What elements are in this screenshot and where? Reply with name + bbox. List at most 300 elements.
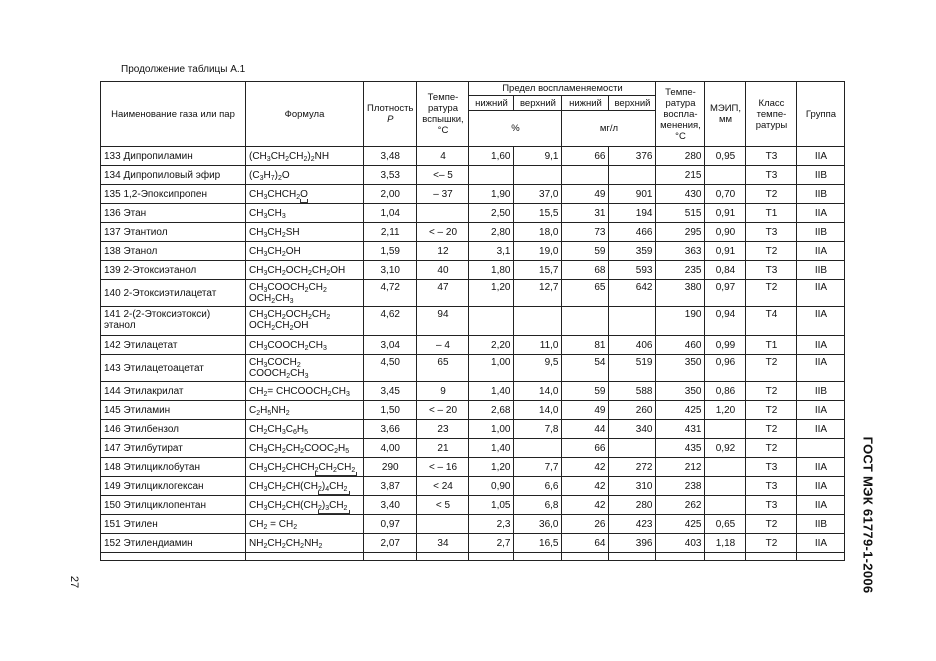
upper-pct-cell: 9,1 xyxy=(514,147,562,166)
formula-cell xyxy=(246,515,364,534)
density-cell: 3,48 xyxy=(364,147,417,166)
formula-text: CH xyxy=(331,385,347,397)
temp-class-cell: T4 xyxy=(746,307,797,336)
empty-cell xyxy=(514,553,562,561)
ignition-temp-cell: 460 xyxy=(656,336,705,355)
gas-name: 147 Этилбутират xyxy=(104,442,183,454)
table-row xyxy=(101,166,845,185)
upper-pct-cell: 19,0 xyxy=(514,242,562,261)
mesg-cell: 0,96 xyxy=(705,355,746,382)
gas-name-cell xyxy=(101,515,246,534)
formula-text: CHCH xyxy=(267,188,297,200)
formula-cell xyxy=(246,458,364,477)
lower-mgl-cell: 49 xyxy=(562,185,609,204)
formula-text: OCH xyxy=(285,309,308,320)
temp-class-cell: T3 xyxy=(746,147,797,166)
gas-name: 140 2-Этоксиэтилацетат xyxy=(104,287,217,299)
gas-name: 137 Этантиол xyxy=(104,226,168,238)
formula-subscript: 3 xyxy=(263,466,268,474)
formula-line xyxy=(249,246,360,257)
formula-cell xyxy=(246,420,364,439)
formula-text: CH xyxy=(267,442,282,454)
formula-subscript: 2 xyxy=(300,542,305,550)
formula-text: CH xyxy=(318,461,333,473)
gas-name-cell xyxy=(101,280,246,307)
table-row xyxy=(101,401,845,420)
upper-mgl-cell: 396 xyxy=(609,534,656,553)
ignition-temp-cell: 435 xyxy=(656,439,705,458)
formula-text: CHCH xyxy=(285,461,315,473)
temp-class-cell: T2 xyxy=(746,242,797,261)
density-cell: 3,53 xyxy=(364,166,417,185)
formula-text: ) xyxy=(321,499,326,511)
flash-point-cell: – 4 xyxy=(417,336,469,355)
formula-text: OH xyxy=(285,245,301,257)
lower-pct-cell: 2,7 xyxy=(469,534,514,553)
formula-subscript: 2 xyxy=(307,314,312,321)
table-row xyxy=(101,496,845,515)
gas-name-cell xyxy=(101,382,246,401)
empty-cell xyxy=(562,553,609,561)
formula-subscript: 2 xyxy=(314,466,319,474)
formula-line xyxy=(249,340,360,351)
gas-name-cell xyxy=(101,477,246,496)
formula-subscript: 2 xyxy=(296,193,301,201)
formula-cell xyxy=(246,185,364,204)
formula-subscript: 2 xyxy=(317,485,322,493)
upper-pct-cell xyxy=(514,166,562,185)
formula-line xyxy=(249,500,360,511)
table-row xyxy=(101,477,845,496)
formula-text: CH xyxy=(289,150,304,162)
formula-subscript: 2 xyxy=(263,523,268,531)
lower-mgl-cell: 44 xyxy=(562,420,609,439)
density-cell: 4,00 xyxy=(364,439,417,458)
table-row xyxy=(101,307,845,336)
density-cell: 3,04 xyxy=(364,336,417,355)
lower-mgl-cell: 64 xyxy=(562,534,609,553)
formula-text: ) xyxy=(307,150,311,162)
formula-text: CH xyxy=(267,461,282,473)
upper-pct-cell: 15,5 xyxy=(514,204,562,223)
gas-name: 146 Этилбензол xyxy=(104,423,179,435)
table-row xyxy=(101,420,845,439)
formula-subscript: 3 xyxy=(259,174,264,182)
gas-name-cell xyxy=(101,185,246,204)
temp-class-cell: T2 xyxy=(746,534,797,553)
formula-subscript: 2 xyxy=(281,314,286,321)
formula-text: H xyxy=(263,169,271,181)
table-row xyxy=(101,382,845,401)
formula-subscript: 5 xyxy=(267,409,272,417)
ring-bracket xyxy=(300,199,308,203)
upper-mgl-cell xyxy=(609,307,656,336)
table-row-empty xyxy=(101,553,845,561)
formula-subscript: 2 xyxy=(326,314,331,321)
formula-cell xyxy=(246,307,364,336)
flash-point-cell: < 24 xyxy=(417,477,469,496)
upper-pct-cell xyxy=(514,439,562,458)
flash-point-cell: 12 xyxy=(417,242,469,261)
formula-text: ) xyxy=(274,169,278,181)
formula-line xyxy=(249,151,360,162)
lower-pct-cell: 1,20 xyxy=(469,458,514,477)
density-cell: 3,66 xyxy=(364,420,417,439)
mesg-cell: 0,84 xyxy=(705,261,746,280)
header-flash-point: Темпе-ратура вспышки, °С xyxy=(417,82,469,147)
gas-name-cell xyxy=(101,458,246,477)
lower-pct-cell: 1,80 xyxy=(469,261,514,280)
formula-subscript: 3 xyxy=(266,155,271,163)
formula-text: COOCH xyxy=(267,339,305,351)
formula-text: COOC xyxy=(304,442,335,454)
lower-pct-cell: 1,40 xyxy=(469,439,514,458)
formula-text: CH xyxy=(249,480,264,492)
upper-pct-cell: 18,0 xyxy=(514,223,562,242)
formula-text: CH xyxy=(249,226,264,238)
formula-text: (CH xyxy=(249,150,267,162)
group-cell: IIA xyxy=(797,458,845,477)
formula-subscript: 5 xyxy=(304,428,308,436)
formula-subscript: 2 xyxy=(334,447,338,455)
formula-subscript: 2 xyxy=(296,362,301,369)
density-cell: 0,97 xyxy=(364,515,417,534)
upper-pct-cell: 37,0 xyxy=(514,185,562,204)
lower-pct-cell: 2,20 xyxy=(469,336,514,355)
formula-line xyxy=(249,227,360,238)
formula-subscript: 2 xyxy=(281,447,286,455)
lower-mgl-cell xyxy=(562,166,609,185)
formula-line xyxy=(249,405,360,416)
density-cell: 2,07 xyxy=(364,534,417,553)
formula-text: CH xyxy=(270,150,286,162)
formula-text: CH xyxy=(267,423,282,435)
page-number: 27 xyxy=(68,575,80,589)
flash-point-cell: – 37 xyxy=(417,185,469,204)
lower-mgl-cell xyxy=(562,307,609,336)
standard-title: ГОСТ МЭК 61779-1-2006 xyxy=(860,436,876,594)
density-cell: 1,59 xyxy=(364,242,417,261)
upper-mgl-cell: 466 xyxy=(609,223,656,242)
lower-pct-cell xyxy=(469,166,514,185)
lower-mgl-cell: 68 xyxy=(562,261,609,280)
formula-text: C xyxy=(249,404,257,416)
formula-line xyxy=(249,368,360,379)
ignition-temp-cell: 215 xyxy=(656,166,705,185)
formula-text: CH xyxy=(311,264,327,276)
flash-point-cell: < – 16 xyxy=(417,458,469,477)
ignition-temp-cell: 212 xyxy=(656,458,705,477)
formula-subscript: 3 xyxy=(263,485,268,493)
lower-pct-cell: 2,3 xyxy=(469,515,514,534)
group-cell: IIA xyxy=(797,280,845,307)
formula-cell xyxy=(246,355,364,382)
formula-text: CH xyxy=(267,207,282,219)
formula-text: NH xyxy=(304,537,319,549)
upper-pct-cell: 9,5 xyxy=(514,355,562,382)
lower-pct-cell: 1,20 xyxy=(469,280,514,307)
upper-mgl-cell: 280 xyxy=(609,496,656,515)
formula-cell xyxy=(246,166,364,185)
header-name: Наименование газа или пар xyxy=(101,82,246,147)
group-cell: IIA xyxy=(797,336,845,355)
table-row xyxy=(101,147,845,166)
gas-name: 143 Этилацетоацетат xyxy=(104,362,204,374)
ring-bracket xyxy=(315,472,357,476)
gas-name: 139 2-Этоксиэтанол xyxy=(104,264,197,276)
lower-mgl-cell: 59 xyxy=(562,242,609,261)
formula-text: CH xyxy=(267,245,282,257)
mesg-cell: 0,99 xyxy=(705,336,746,355)
empty-cell xyxy=(746,553,797,561)
formula-subscript: 2 xyxy=(317,504,322,512)
gas-name: 144 Этилакрилат xyxy=(104,385,184,397)
formula-cell xyxy=(246,204,364,223)
formula-text: CH xyxy=(267,226,282,238)
gas-name: 138 Этанол xyxy=(104,245,158,257)
upper-pct-cell: 14,0 xyxy=(514,382,562,401)
formula-cell xyxy=(246,336,364,355)
upper-pct-cell: 11,0 xyxy=(514,336,562,355)
upper-pct-cell: 15,7 xyxy=(514,261,562,280)
formula-subscript: 2 xyxy=(281,250,286,258)
ignition-temp-cell: 262 xyxy=(656,496,705,515)
formula-line xyxy=(249,386,360,397)
lower-mgl-cell: 42 xyxy=(562,458,609,477)
upper-mgl-cell xyxy=(609,166,656,185)
empty-cell xyxy=(705,553,746,561)
gas-name: 142 Этилацетат xyxy=(104,339,178,351)
formula-cell xyxy=(246,147,364,166)
density-cell: 1,50 xyxy=(364,401,417,420)
ignition-temp-cell: 295 xyxy=(656,223,705,242)
group-cell: IIB xyxy=(797,166,845,185)
lower-mgl-cell: 66 xyxy=(562,439,609,458)
formula-text: OCH xyxy=(285,264,308,276)
temp-class-cell: T2 xyxy=(746,515,797,534)
formula-text: H xyxy=(296,423,305,435)
ignition-temp-cell: 380 xyxy=(656,280,705,307)
density-cell: 1,04 xyxy=(364,204,417,223)
flash-point-cell: 47 xyxy=(417,280,469,307)
formula-text: CH xyxy=(249,188,264,200)
gas-name-cell xyxy=(101,223,246,242)
formula-subscript: 2 xyxy=(318,542,323,550)
formula-subscript: 6 xyxy=(292,428,297,436)
formula-line xyxy=(249,170,360,181)
formula-text: CH xyxy=(267,264,282,276)
formula-text: CH xyxy=(267,480,282,492)
ignition-temp-cell: 280 xyxy=(656,147,705,166)
table-row xyxy=(101,204,845,223)
formula-text: CH xyxy=(249,499,264,511)
lower-pct-cell: 1,00 xyxy=(469,355,514,382)
formula-cell xyxy=(246,496,364,515)
upper-mgl-cell: 423 xyxy=(609,515,656,534)
gas-name: 150 Этилциклопентан xyxy=(104,499,207,511)
formula-text: COOCH xyxy=(249,368,287,379)
formula-text: H xyxy=(337,442,346,454)
flash-point-cell xyxy=(417,515,469,534)
gas-name-cont: этанол xyxy=(104,320,136,331)
gas-name: 133 Дипропиламин xyxy=(104,150,193,162)
flash-point-cell: < – 20 xyxy=(417,401,469,420)
upper-pct-cell: 7,7 xyxy=(514,458,562,477)
lower-mgl-cell: 42 xyxy=(562,496,609,515)
upper-pct-cell xyxy=(514,307,562,336)
flash-point-cell: 65 xyxy=(417,355,469,382)
temp-class-cell: T2 xyxy=(746,401,797,420)
formula-subscript: 2 xyxy=(281,542,286,550)
formula-subscript: 5 xyxy=(345,447,350,455)
flash-point-cell: 40 xyxy=(417,261,469,280)
formula-text: SH xyxy=(285,226,300,238)
group-cell: IIB xyxy=(797,515,845,534)
lower-pct-cell: 0,90 xyxy=(469,477,514,496)
formula-subscript: 3 xyxy=(325,504,330,512)
gas-name: 149 Этилциклогексан xyxy=(104,480,204,492)
upper-mgl-cell: 588 xyxy=(609,382,656,401)
upper-mgl-cell: 901 xyxy=(609,185,656,204)
formula-cell xyxy=(246,223,364,242)
flash-point-cell: 9 xyxy=(417,382,469,401)
ignition-temp-cell: 238 xyxy=(656,477,705,496)
formula-cell xyxy=(246,242,364,261)
density-cell: 2,00 xyxy=(364,185,417,204)
formula-text: CH xyxy=(249,339,264,351)
formula-line xyxy=(249,481,360,492)
temp-class-cell: T3 xyxy=(746,223,797,242)
formula-line xyxy=(249,443,360,454)
table-row xyxy=(101,355,845,382)
table-caption: Продолжение таблицы А.1 xyxy=(121,64,246,75)
ignition-temp-cell: 430 xyxy=(656,185,705,204)
formula-text: = CHCOOCH xyxy=(267,385,328,397)
formula-subscript: 2 xyxy=(256,409,261,417)
formula-subscript: 2 xyxy=(281,504,286,512)
group-cell: IIB xyxy=(797,382,845,401)
formula-subscript: 3 xyxy=(322,344,327,352)
gas-properties-table xyxy=(100,81,845,561)
gas-name-cell xyxy=(101,439,246,458)
formula-line xyxy=(249,282,360,293)
lower-pct-cell: 3,1 xyxy=(469,242,514,261)
upper-mgl-cell: 260 xyxy=(609,401,656,420)
temp-class-cell: T2 xyxy=(746,382,797,401)
mesg-cell: 0,94 xyxy=(705,307,746,336)
group-cell: IIA xyxy=(797,307,845,336)
formula-cell xyxy=(246,534,364,553)
formula-subscript: 2 xyxy=(304,287,309,294)
formula-text: CH xyxy=(249,264,264,276)
formula-cell xyxy=(246,280,364,307)
formula-text: CH xyxy=(267,537,282,549)
group-cell: IIA xyxy=(797,355,845,382)
upper-mgl-cell: 310 xyxy=(609,477,656,496)
header-group: Группа xyxy=(797,82,845,147)
gas-name-cell xyxy=(101,307,246,336)
lower-pct-cell xyxy=(469,307,514,336)
formula-subscript: 2 xyxy=(271,325,276,332)
formula-subscript: 2 xyxy=(304,344,309,352)
formula-text: (C xyxy=(249,169,260,181)
empty-cell xyxy=(417,553,469,561)
formula-cell xyxy=(246,477,364,496)
formula-line xyxy=(249,189,360,200)
upper-mgl-cell: 406 xyxy=(609,336,656,355)
gas-name: 145 Этиламин xyxy=(104,404,171,416)
formula-subscript: 2 xyxy=(322,287,327,294)
mesg-cell: 1,20 xyxy=(705,401,746,420)
formula-line xyxy=(249,293,360,304)
table-row xyxy=(101,185,845,204)
gas-name-cell xyxy=(101,204,246,223)
formula-text: CH(CH xyxy=(285,499,318,511)
formula-text: O xyxy=(300,188,308,200)
formula-subscript: 2 xyxy=(281,466,286,474)
formula-text: CH xyxy=(249,423,264,435)
formula-subscript: 4 xyxy=(325,485,330,493)
flash-point-cell xyxy=(417,204,469,223)
formula-line xyxy=(249,424,360,435)
mesg-cell: 0,86 xyxy=(705,382,746,401)
mesg-cell: 0,70 xyxy=(705,185,746,204)
formula-text: CH xyxy=(249,245,264,257)
density-cell: 290 xyxy=(364,458,417,477)
formula-text: NH xyxy=(314,150,330,162)
formula-text: OCH xyxy=(249,293,272,304)
formula-subscript: 3 xyxy=(263,269,268,277)
formula-subscript: 2 xyxy=(281,485,286,493)
formula-subscript: 2 xyxy=(271,298,276,305)
formula-line xyxy=(249,309,360,320)
ignition-temp-cell: 515 xyxy=(656,204,705,223)
empty-cell xyxy=(364,553,417,561)
formula-text: CH xyxy=(249,207,264,219)
flash-point-cell: < – 20 xyxy=(417,223,469,242)
ring-bracket xyxy=(318,491,350,495)
lower-mgl-cell: 59 xyxy=(562,382,609,401)
mesg-cell: 1,18 xyxy=(705,534,746,553)
temp-class-cell: T3 xyxy=(746,261,797,280)
formula-text: CH xyxy=(285,442,301,454)
gas-name: 135 1,2-Эпоксипропен xyxy=(104,188,207,200)
temp-class-cell: T2 xyxy=(746,185,797,204)
formula-text: ) xyxy=(321,480,326,492)
formula-text: COOCH xyxy=(267,282,305,293)
formula-subscript: 2 xyxy=(327,390,332,398)
table-row xyxy=(101,515,845,534)
formula-text: CH xyxy=(249,282,264,293)
formula-text: C xyxy=(285,423,293,435)
formula-subscript: 3 xyxy=(281,428,286,436)
empty-cell xyxy=(656,553,705,561)
ignition-temp-cell: 431 xyxy=(656,420,705,439)
lower-pct-cell: 1,90 xyxy=(469,185,514,204)
upper-mgl-cell: 376 xyxy=(609,147,656,166)
formula-subscript: 2 xyxy=(285,409,290,417)
formula-text: NH xyxy=(271,404,286,416)
formula-subscript: 2 xyxy=(281,269,286,277)
temp-class-cell: T3 xyxy=(746,458,797,477)
formula-line xyxy=(249,208,360,219)
ring-bracket xyxy=(318,510,350,514)
header-density: Плотность P xyxy=(364,82,417,147)
gas-name: 148 Этилциклобутан xyxy=(104,461,201,473)
formula-cell xyxy=(246,261,364,280)
formula-subscript: 3 xyxy=(289,298,294,305)
group-cell: IIA xyxy=(797,534,845,553)
